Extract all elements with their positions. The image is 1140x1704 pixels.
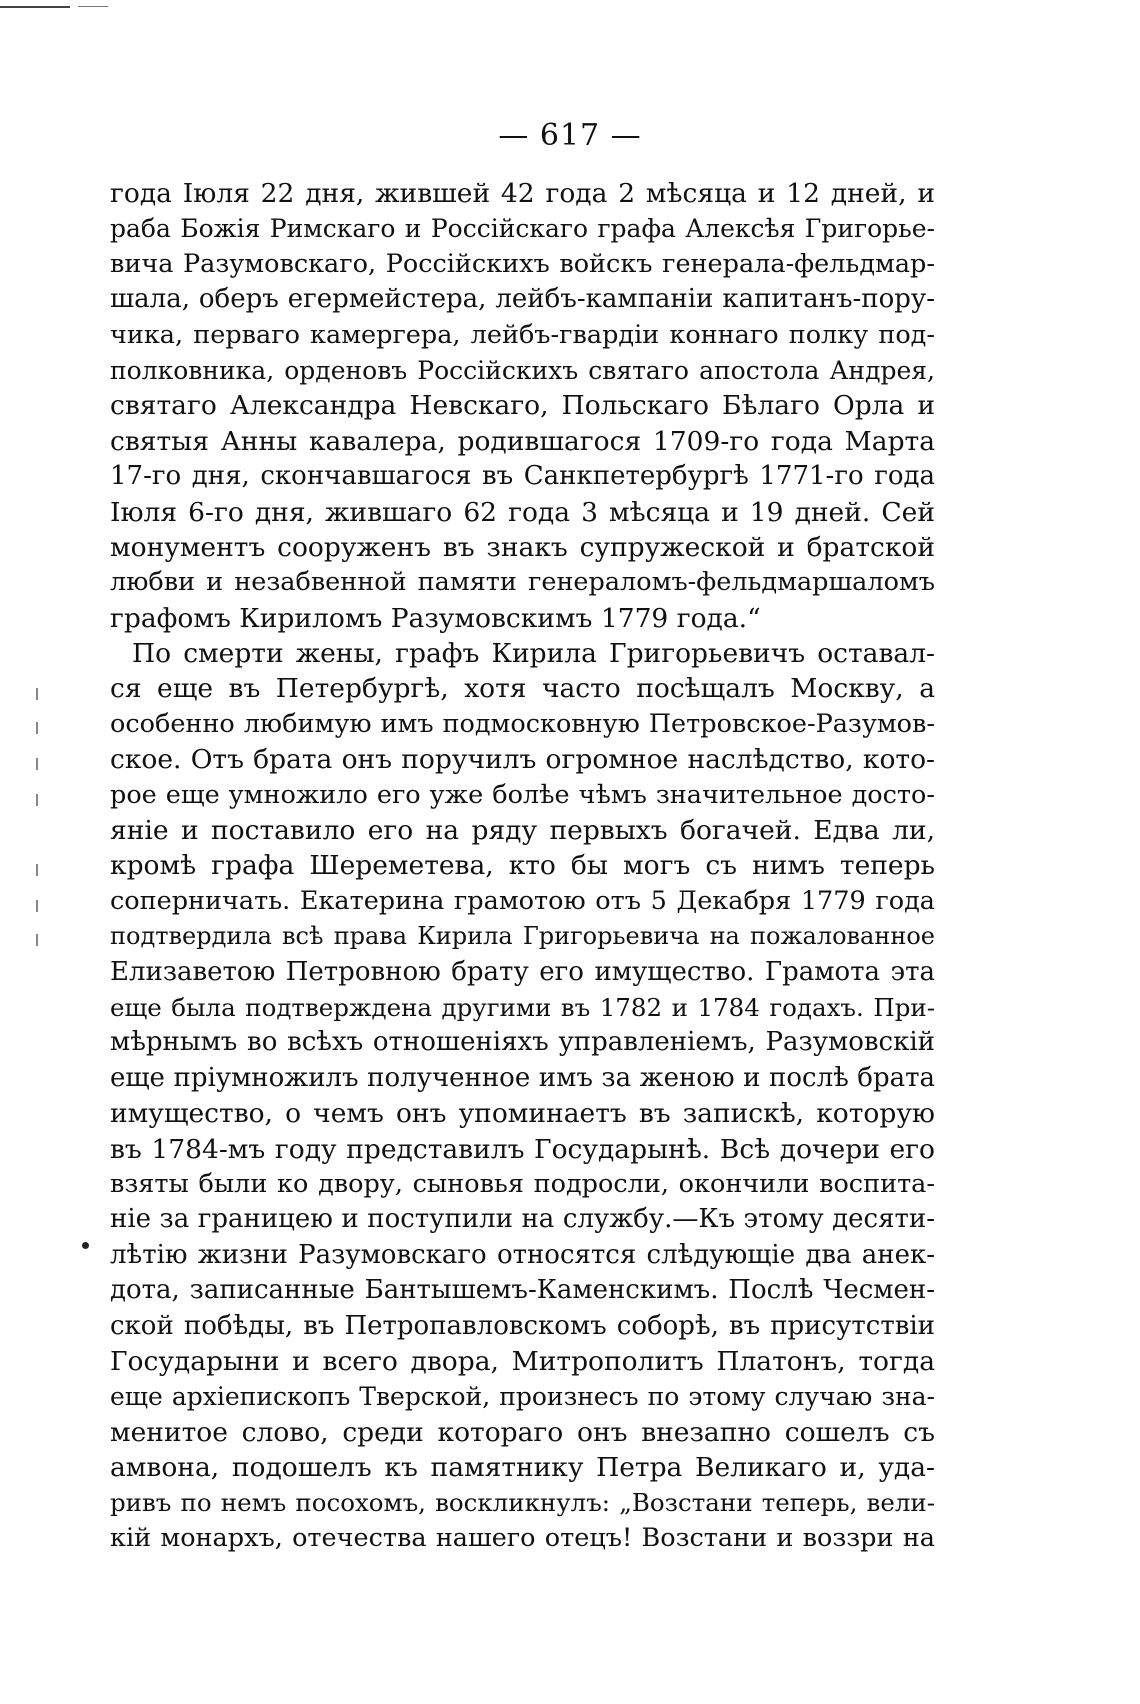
text-line: менитое слово, среди котораго онъ внезапно сошелъ съ	[110, 1416, 935, 1448]
text-line: рое еще умножило его уже болѣе чѣмъ значительное досто-	[110, 779, 935, 810]
text-line: амвона, подошелъ къ памятнику Петра Великаго и, уда-	[110, 1452, 935, 1484]
text-line: святыя Анны кавалера, родившагося 1709-го года Марта	[110, 425, 935, 457]
text-line: чика, перваго камергера, лейбъ-гвардіи коннаго полку под-	[110, 319, 935, 350]
text-line: раба Божія Римскаго и Россійскаго графа Алексѣя Григорье-	[110, 214, 935, 244]
margin-mark	[36, 934, 38, 946]
body-text	[110, 176, 935, 1556]
text-line: Іюля 6-го дня, жившаго 62 года 3 мѣсяца и 19 дней. Сей	[110, 496, 935, 528]
margin-mark	[36, 722, 38, 734]
text-line: полковника, орденовъ Россійскихъ святаго апостола Андрея,	[110, 355, 935, 385]
text-line: Елизаветою Петровною брату его имущество. Грамота эта	[110, 956, 935, 987]
margin-mark	[36, 864, 38, 876]
text-line: дота, записанные Бантышемъ-Каменскимъ. Послѣ Чесмен-	[110, 1275, 935, 1306]
text-line: кій монархъ, отечества нашего отецъ! Возстани и воззри на	[110, 1522, 935, 1553]
margin-mark	[36, 794, 38, 806]
margin-mark	[36, 688, 38, 700]
margin-dot	[82, 1242, 89, 1249]
text-line: вича Разумовскаго, Россійскихъ войскъ генерала-фельдмар-	[110, 248, 935, 279]
text-line: ское. Отъ брата онъ поручилъ огромное наслѣдство, кото-	[110, 744, 935, 776]
text-line: ся еще въ Петербургѣ, хотя часто посѣщалъ Москву, а	[110, 673, 935, 705]
text-line: соперничать. Екатерина грамотою отъ 5 Декабря 1779 года	[110, 885, 935, 916]
text-line: еще была подтверждена другими въ 1782 и 1784 годахъ. При-	[110, 992, 935, 1022]
text-line: По смерти жены, графъ Кирила Григорьевичъ оставал-	[132, 638, 935, 670]
text-line: графомъ Кириломъ Разумовскимъ 1779 года.“	[110, 602, 761, 634]
text-line: ніе за границею и поступили на службу.—Къ этому десяти-	[110, 1204, 935, 1235]
margin-mark	[36, 900, 38, 912]
text-line: святаго Александра Невскаго, Польскаго Бѣлаго Орла и	[110, 390, 935, 422]
text-line: любви и незабвенной памяти генераломъ-фельдмаршаломъ	[110, 567, 935, 598]
text-line: яніе и поставило его на ряду первыхъ богачей. Едва ли,	[110, 815, 935, 847]
text-line: Государыни и всего двора, Митрополитъ Платонъ, тогда	[110, 1345, 935, 1377]
text-line: еще архіепископъ Тверской, произнесъ по этому случаю зна-	[110, 1382, 935, 1412]
text-line: въ 1784-мъ году представилъ Государынѣ. Всѣ дочери его	[110, 1133, 935, 1165]
text-line: 17-го дня, скончавшагося въ Санкпетербургѣ 1771-го года	[110, 461, 935, 492]
text-line: еще пріумножилъ полученное имъ за женою и послѣ брата	[110, 1062, 935, 1093]
page-number: — 617 —	[498, 118, 642, 153]
top-rule-short	[78, 6, 108, 7]
text-line: взяты были ко двору, сыновья подросли, окончили воспита-	[110, 1168, 935, 1199]
text-line: лѣтію жизни Разумовскаго относятся слѣдующіе два анек-	[110, 1239, 935, 1270]
text-line: мѣрнымъ во всѣхъ отношеніяхъ управленіемъ, Разумовскій	[110, 1027, 935, 1058]
text-line: кромѣ графа Шереметева, кто бы могъ съ нимъ теперь	[110, 850, 935, 882]
text-line: особенно любимую имъ подмосковную Петровское-Разумов-	[110, 708, 935, 739]
text-line: года Іюля 22 дня, жившей 42 года 2 мѣсяца и 12 дней, и	[110, 178, 935, 209]
text-line: имущество, о чемъ онъ упоминаетъ въ запискѣ, которую	[110, 1098, 935, 1130]
text-line: подтвердила всѣ права Кирила Григорьевича на пожалованное	[110, 922, 935, 951]
text-line: монументъ сооруженъ въ знакъ супружеской и братской	[110, 531, 935, 563]
text-line: шала, оберъ егермейстера, лейбъ-кампаніи капитанъ-пору-	[110, 284, 935, 315]
top-rule	[0, 6, 70, 8]
text-line: ской побѣды, въ Петропавловскомъ соборѣ, въ присутствіи	[110, 1310, 935, 1341]
margin-mark	[36, 758, 38, 770]
text-line: ривъ по немъ посохомъ, воскликнулъ: „Возстани теперь, вели-	[110, 1488, 935, 1518]
